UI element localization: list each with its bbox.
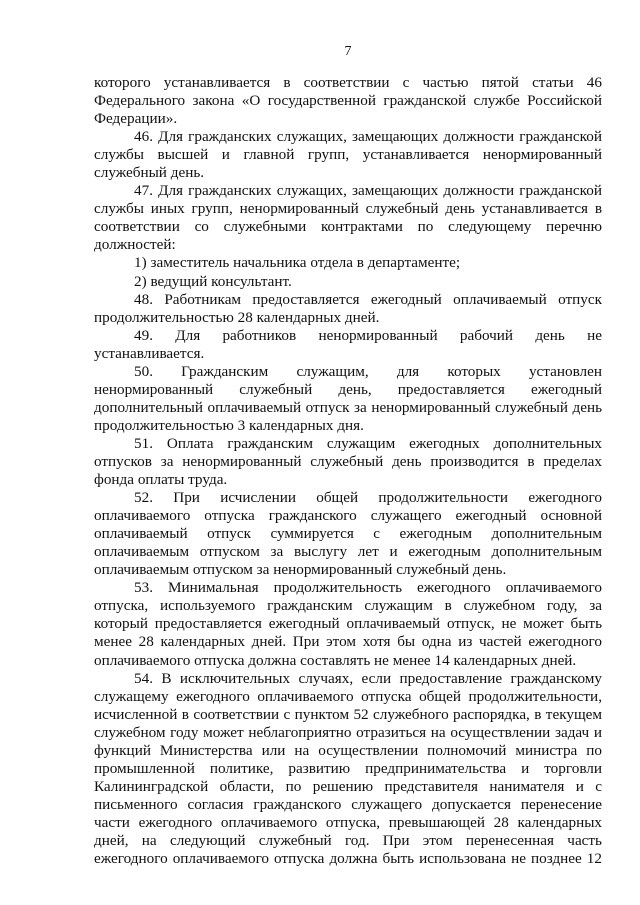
text-line: 50. Гражданским служащим, для которых установлен [134,362,602,380]
text-line: устанавливается. [94,344,205,362]
text-line: дней, на следующий служебный год. При этом перенесенная часть [94,831,602,849]
text-line: части ежегодного оплачиваемого отпуска, превышающей 28 календарных [94,813,602,831]
text-line: письменного согласия гражданского служащего допускается перенесение [94,795,602,813]
text-line: оплачиваемого отпуска гражданского служащего ежегодный основной [94,507,602,525]
document-body [94,74,602,868]
text-line: отпусков за ненормированный служебный день производится в пределах [94,452,602,470]
text-line: Федерального закона «О государственной гражданской службе Российской [94,92,602,110]
text-line: оплачиваемым отпуском за выслугу лет и ежегодным дополнительным [94,543,602,561]
text-line: промышленной политике, развитию предпринимательства и торговли [94,759,602,777]
text-line: службы иных групп, ненормированный служебный день устанавливается в [94,200,602,218]
text-line: продолжительностью 3 календарных дня. [94,416,364,434]
text-line: соответствии со служебными контрактами по следующему перечню [94,218,602,236]
text-line: ненормированный служебный день, предоставляется ежегодный [94,380,602,398]
text-line: дополнительный оплачиваемый отпуск за ненормированный служебный день [94,398,602,416]
text-line: оплачиваемый отпуск суммируется с ежегодным дополнительным [94,525,602,543]
text-line: служащему ежегодного оплачиваемого отпуска общей продолжительности, [94,687,602,705]
text-line: исчисленной в соответствии с пунктом 52 служебного распорядка, в текущем [94,705,602,723]
text-line: 51. Оплата гражданским служащим ежегодных дополнительных [134,434,602,452]
page-number: 7 [344,44,352,59]
text-line: 52. При исчислении общей продолжительности ежегодного [134,489,602,507]
text-line: 46. Для гражданских служащих, замещающих должности гражданской [134,128,602,146]
text-line: Федерации». [94,110,178,128]
text-line: продолжительностью 28 календарных дней. [94,308,380,326]
text-line: 49. Для работников ненормированный рабочий день не [134,326,602,344]
text-line: ежегодного оплачиваемого отпуска должна быть использована не позднее 12 [94,850,602,868]
text-line: оплачиваемого отпуска должна составлять не менее 14 календарных дней. [94,651,577,669]
text-line: служебный день. [94,164,205,182]
text-line: 48. Работникам предоставляется ежегодный оплачиваемый отпуск [134,290,602,308]
text-line: функций Министерства или на осуществлении полномочий министра по [94,741,602,759]
text-line: 1) заместитель начальника отдела в департаменте; [134,254,461,272]
text-line: 47. Для гражданских служащих, замещающих должности гражданской [134,182,602,200]
text-line: 2) ведущий консультант. [134,272,292,290]
text-line: служебном году может неблагоприятно отразиться на осуществлении задач и [94,723,602,741]
text-line: менее 28 календарных дней. При этом хотя бы одна из частей ежегодного [94,633,602,651]
text-line: 53. Минимальная продолжительность ежегодного оплачиваемого [134,579,602,597]
text-line: 54. В исключительных случаях, если предоставление гражданскому [134,669,602,687]
text-line: Калининградской области, по решению представителя нанимателя и с [94,777,602,795]
text-line: службы высшей и главной групп, устанавливается ненормированный [94,146,602,164]
text-line: должностей: [94,236,176,254]
text-line: отпуска, используемого гражданским служащим в служебном году, за [94,597,602,615]
text-line: которого устанавливается в соответствии с частью пятой статьи 46 [94,74,602,91]
text-line: оплачиваемым отпуском за ненормированный служебный день. [94,561,507,579]
text-line: фонда оплаты труда. [94,471,228,489]
text-line: который предоставляется ежегодный оплачиваемый отпуск, не может быть [94,615,602,633]
